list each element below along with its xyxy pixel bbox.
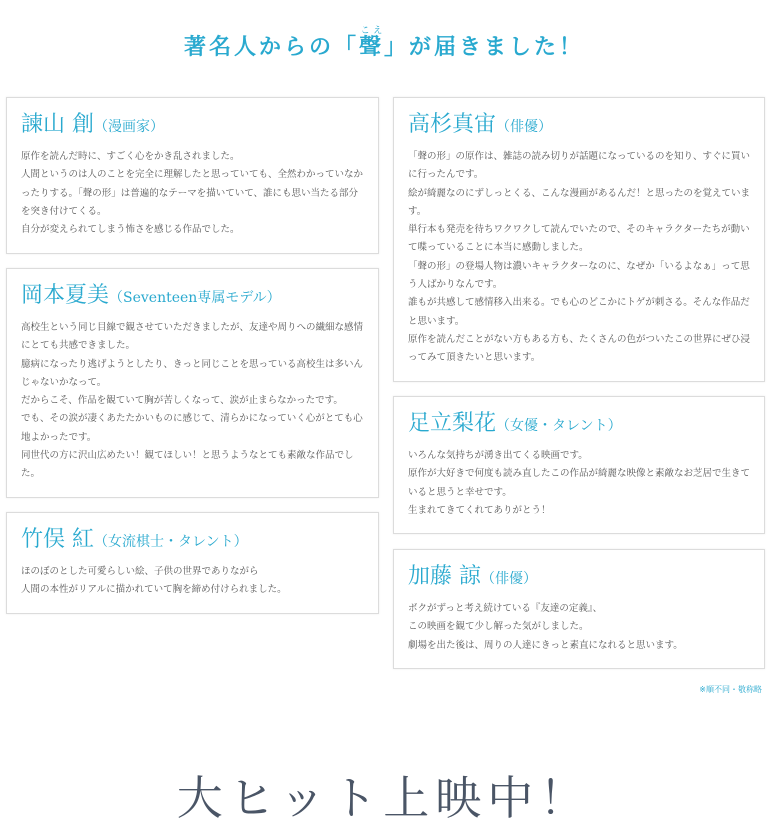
comment-card-isayama	[6, 97, 379, 254]
comment-card-kato	[393, 549, 765, 669]
comment-text: 高校生という同じ目線で観させていただきましたが、友達や周りへの繊細な感情にとても共感できました。 臆病になったり逃げようとしたり、きっと同じことを思っている高校生は多いんじゃないかなって。 だからこそ、作品を観ていて胸が苦しくなって、涙が止まらなかったです。 でも、その涙が凄くあたたかいものに感じて、清らかになっていく心がとても心地よかったです。 同世代の方に沢山広めたい！観てほしい！と思うようなとても素敵な作品でした。	[21, 322, 364, 480]
comment-card-okamoto	[6, 268, 379, 498]
ruby-base: 聲	[358, 35, 384, 60]
section-title-ruby	[358, 26, 384, 60]
commenter-name: 高杉真宙	[408, 112, 497, 137]
commenter-role: （漫画家）	[94, 119, 164, 135]
commenter-role: （俳優）	[481, 571, 537, 587]
commenter-name: 加藤 諒	[408, 564, 481, 589]
section-title	[0, 26, 768, 61]
comment-text: 「聲の形」の原作は、雑誌の読み切りが話題になっているのを知り、すぐに買いに行ったんです。 絵が綺麗なのにずしっとくる、こんな漫画があるんだ！と思ったのを覚えています。 単行本も発売を待ちワクワクして読んでいたので、そのキャラクターたちが動いて喋っていることに本当に感動しました。 「聲の形」の登場人物は濃いキャラクターなのに、なぜか「いるよなぁ」って思う人ばかりなんです。 誰もが共感して感情移入出来る。でも心のどこかにトゲが刺さる。そんな作品だと思います。 原作を読んだことがない方もある方も、たくさんの色がついたこの世界にぜひ浸ってみて頂きたいと思います。	[408, 151, 751, 364]
commenter-role: （俳優）	[496, 119, 553, 135]
commenter-name: 竹俣 紅	[21, 527, 94, 552]
now-showing-banner: 大ヒット上映中！	[176, 771, 592, 825]
comment-text: 原作を読んだ時に、すごく心をかき乱されました。 人間というのは人のことを完全に理解したと思っていても、全然わかっていなかったりする。「聲の形」は普遍的なテーマを描いていて、誰にも思い当たる部分を突き付けてくる。 自分が変えられてしまう怖さを感じる作品でした。	[21, 151, 364, 236]
commenter-name: 諫山 創	[21, 112, 94, 137]
comment-text: いろんな気持ちが湧き出てくる映画です。 原作が大好きで何度も読み直したこの作品が綺麗な映像と素敵なお芝居で生きていると思うと幸せです。 生まれてきてくれてありがとう！	[408, 450, 751, 516]
section-title-after: 」が届きました！	[384, 35, 585, 60]
commenter-role: （Seventeen専属モデル）	[109, 290, 281, 306]
commenter-name-row	[21, 283, 364, 311]
comment-card-takasugi	[393, 97, 765, 382]
commenter-name-row	[408, 112, 750, 140]
order-note: ※順不同・敬称略	[699, 685, 762, 694]
comment-card-takemata	[6, 512, 379, 614]
commenter-role: （女流棋士・タレント）	[94, 534, 248, 550]
commenter-name: 足立梨花	[408, 411, 497, 436]
commenter-role: （女優・タレント）	[496, 418, 622, 434]
commenter-name: 岡本夏美	[21, 283, 110, 308]
section-title-before: 著名人からの「	[183, 35, 359, 60]
commenter-name-row	[408, 564, 750, 592]
commenter-name-row	[408, 411, 750, 439]
comment-text: ボクがずっと考え続けている『友達の定義』、 この映画を観て少し解った気がしました。 劇場を出た後は、周りの人達にきっと素直になれると思います。	[408, 603, 683, 651]
comment-card-adachi	[393, 396, 765, 534]
comment-text: ほのぼのとした可愛らしい絵、子供の世界でありながら 人間の本性がリアルに描かれていて胸を締め付けられました。	[21, 566, 287, 596]
ruby-reading: こえ	[358, 26, 384, 36]
commenter-name-row	[21, 527, 364, 555]
commenter-name-row	[21, 112, 364, 140]
